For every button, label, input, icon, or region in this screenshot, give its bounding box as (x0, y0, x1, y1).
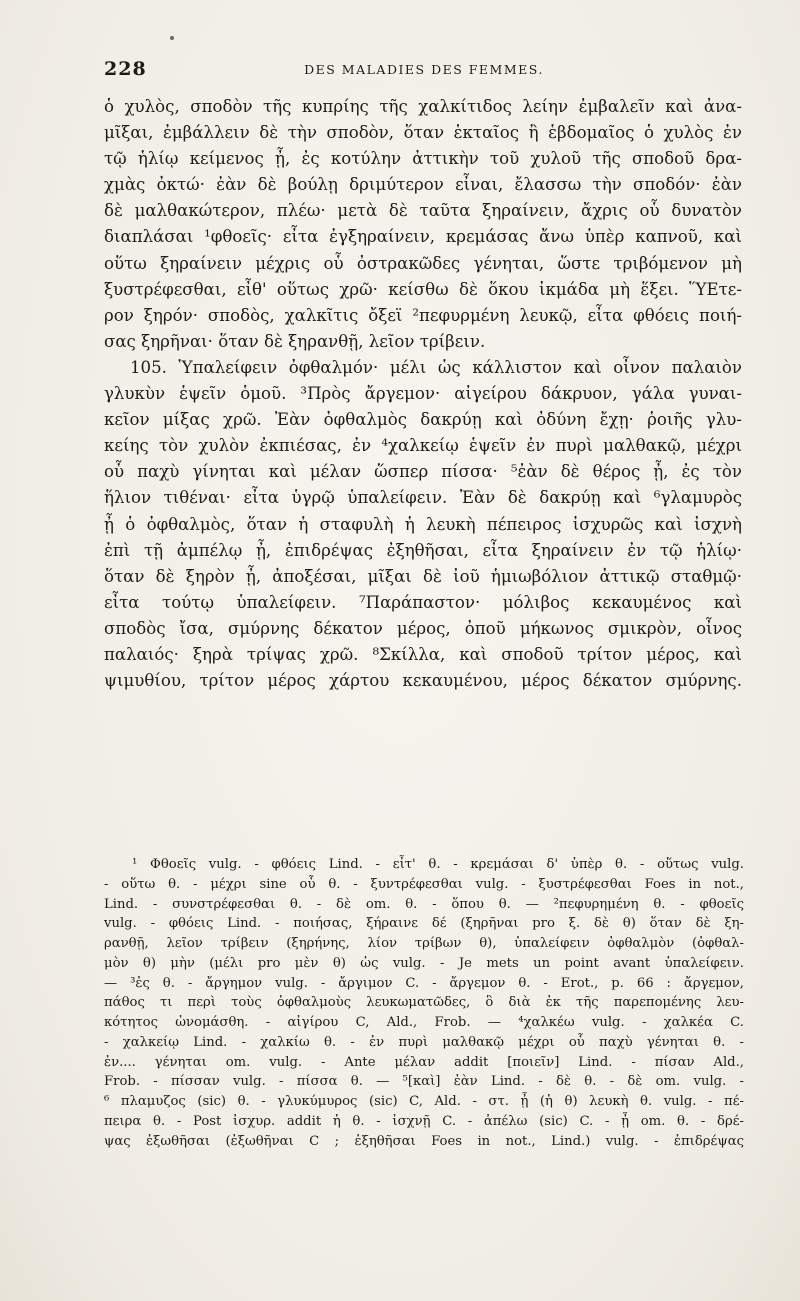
page-number: 228 (104, 58, 147, 80)
section-105-start: 105. Ὑπαλείφειν ὀφθαλμόν· μέλι ὡς κάλλιστον καὶ οἶνον παλαιὸν (130, 357, 742, 377)
text-line: ὅταν δὲ ξηρὸν ᾖ, ἀποξέσαι, μῖξαι δὲ ἰοῦ ἡμιωβόλιον ἀττικῷ σταθμῷ· (104, 566, 742, 586)
footnote-line: ἐν.... γένηται om. vulg. - Ante μέλαν addit [ποιεῖν] Lind. - πίσαν Ald., (104, 1054, 744, 1070)
footnote-line: ⁶ πλαμυζος (sic) θ. - γλυκύμυρος (sic) C, Ald. - στ. ᾖ (ἡ θ) λευκὴ θ. vulg. - πέ- (104, 1094, 744, 1109)
text-line: εἶτα τούτῳ ὑπαλείφειν. ⁷Παράπαστον· μόλιβος κεκαυμένος καὶ (104, 592, 742, 612)
footnote-line: μὸν θ) μὴν (μέλι pro μὲν θ) ὡς vulg. - Je mets un point avant ὑπαλείφειν. (104, 955, 744, 971)
ink-speck (170, 36, 174, 40)
text-line: ἐπὶ τῇ ἀμπέλῳ ᾖ, ἐπιδρέψας ἐξηθῆσαι, εἶτα ξηραίνειν ἐν τῷ ἡλίῳ· (104, 540, 742, 560)
footnote-line: κότητος ὠνομάσθη. - αἰγίρου C, Ald., Frob. — ⁴χαλκέω vulg. - χαλκέα C. (104, 1015, 744, 1030)
footnote-line: vulg. - φθόεις Lind. - ποιήσας, ξήραινε δέ (ξηρῆναι pro ξ. δὲ θ) ὅταν δὲ ξη- (104, 916, 744, 932)
footnote-line: Lind. - συνστρέφεσθαι θ. - δὲ om. θ. - ὅπου θ. — ²πεφυρημένη θ. - φθοεῖς (104, 896, 744, 912)
footnote-line: ¹ Φθοεῖς vulg. - φθόεις Lind. - εἶτ' θ. - κρεμάσαι δ' ὑπὲρ θ. - οὕτως vulg. (132, 857, 744, 872)
text-line: κεῖον μίξας χρῶ. Ἐὰν ὀφθαλμὸς δακρύῃ καὶ ὀδύνη ἔχῃ· ῥοιῆς γλυ- (104, 410, 742, 430)
page-header (104, 58, 744, 88)
text-line: μῖξαι, ἐμβάλλειν δὲ τὴν σποδὸν, ὅταν ἑκταῖος ἢ ἑβδομαῖος ὁ χυλὸς ἐν (104, 123, 742, 143)
text-line: ὁ χυλὸς, σποδὸν τῆς κυπρίης τῆς χαλκίτιδος λείην ἐμβαλεῖν καὶ ἀνα- (104, 97, 742, 116)
footnote-line: Frob. - πίσσαν vulg. - πίσσα θ. — ⁵[καὶ] ἐὰν Lind. - δὲ θ. - δὲ om. vulg. - (104, 1074, 744, 1090)
text-line: σποδὸς ἴσα, σμύρνης δέκατον μέρος, ὀποῦ μήκωνος σμικρὸν, οἶνος (104, 618, 742, 638)
text-line: ἥλιον τιθέναι· εἶτα ὑγρῷ ὑπαλείφειν. Ἐὰν δὲ δακρύῃ καὶ ⁶γλαμυρὸς (104, 488, 742, 508)
footnote-line: ρανθῇ, λεῖον τρίβειν (ξηρήνης, λίον τρίβων θ), ὑπαλείφειν ὀφθαλμὸν (ὀφθαλ- (104, 936, 744, 951)
text-line: γλυκὺν ἑψεῖν ὁμοῦ. ³Πρὸς ἄργεμον· αἰγείρου δάκρυον, γάλα γυναι- (104, 384, 742, 404)
text-line: ᾖ ὁ ὀφθαλμὸς, ὅταν ἡ σταφυλὴ ἡ λευκὴ πέπειρος ἰσχυρῶς καὶ ἰσχνὴ (104, 514, 742, 534)
footnote-line: — ³ἐς θ. - ἄργημον vulg. - ἄργιμον C. - ἄργεμον θ. - Erot., p. 66 : ἄργεμον, (104, 975, 744, 991)
footnote-line: πάθος τι περὶ τοὺς ὀφθαλμοὺς λευκωματῶδες, ὃ διὰ ἐκ τῆς παρεπομένης λευ- (104, 995, 744, 1011)
text-line: οὗ παχὺ γίνηται καὶ μέλαν ὥσπερ πίσσα· ⁵ἐὰν δὲ θέρος ᾖ, ἐς τὸν (104, 462, 742, 482)
footnote-line: - χαλκείῳ Lind. - χαλκίω θ. - ἐν πυρὶ μαλθακῷ μέχρι οὗ παχὺ γένηται θ. - (104, 1034, 744, 1050)
text-line: παλαιός· ξηρὰ τρίψας χρῶ. ⁸Σκίλλα, καὶ σποδοῦ τρίτον μέρος, καὶ (104, 644, 742, 664)
text-line: διαπλάσαι ¹φθοεῖς· εἶτα ἐγξηραίνειν, κρεμάσας ἄνω ὑπὲρ καπνοῦ, καὶ (104, 227, 742, 247)
text-line: ξυστρέφεσθαι, εἶθ' οὕτως χρῶ· κείσθω δὲ ὅκου ἰκμάδα μὴ ἕξει. ὝΕτε- (104, 279, 742, 299)
text-line: δὲ μαλθακώτερον, πλέω· μετὰ δὲ ταῦτα ξηραίνειν, ἄχρις οὗ δυνατὸν (104, 201, 742, 221)
text-line: τῷ ἡλίῳ κείμενος ᾖ, ἐς κοτύλην ἀττικὴν τοῦ χυλοῦ τῆς σποδοῦ δρα- (104, 149, 742, 169)
footnotes (104, 855, 744, 1151)
footnote-line: ψας ἐξωθῆσαι (ἐξωθῆναι C ; ἐξηθῆσαι Foes in not., Lind.) vulg. - ἐπιδρέψας (104, 1133, 744, 1149)
footnote-line: - οὕτω θ. - μέχρι sine οὗ θ. - ξυντρέφεσθαι vulg. - ξυστρέφεσθαι Foes in not., (104, 876, 744, 892)
text-line: ψιμυθίου, τρίτον μέρος χάρτου κεκαυμένου, μέρος δέκατον σμύρνης. (104, 671, 742, 691)
text-line: οὕτω ξηραίνειν μέχρις οὗ ὀστρακῶδες γένηται, ὥστε τριβόμενον μὴ (104, 253, 742, 273)
text-line: κείης τὸν χυλὸν ἐκπιέσας, ἐν ⁴χαλκείῳ ἑψεῖν ἐν πυρὶ μαλθακῷ, μέχρι (104, 436, 742, 456)
running-title: DES MALADIES DES FEMMES. (304, 62, 544, 77)
footnote-line: πειρα θ. - Post ἰσχυρ. addit ἡ θ. - ἰσχνῇ C. - ἀπέλω (sic) C. - ᾖ om. θ. - δρέ- (104, 1113, 744, 1129)
text-line: ρον ξηρόν· σποδὸς, χαλκῖτις ὄξεϊ ²πεφυρμένη λευκῷ, εἶτα φθόεις ποιή- (104, 305, 742, 325)
text-line: σας ξηρῆναι· ὅταν δὲ ξηρανθῇ, λεῖον τρίβειν. (104, 331, 486, 351)
text-line: χμὰς ὀκτώ· ἐὰν δὲ βούλῃ δριμύτερον εἶναι, ἔλασσω τὴν σποδόν· ἐὰν (104, 175, 742, 195)
main-text (104, 94, 742, 694)
